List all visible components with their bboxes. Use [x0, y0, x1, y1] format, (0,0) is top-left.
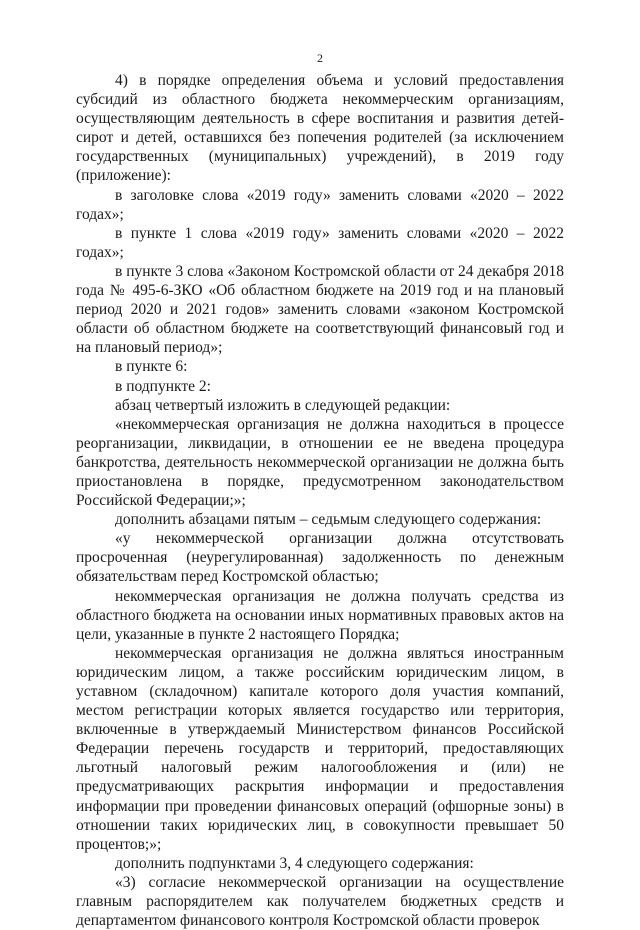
- paragraph-point-1-replacement: в пункте 1 слова «2019 году» заменить словами «2020 – 2022 годах»;: [76, 224, 564, 261]
- paragraph-point-6: в пункте 6:: [115, 358, 188, 376]
- document-body: [76, 71, 564, 930]
- paragraph-abzac-6: некоммерческая организация не должна получать средства из областного бюджета на основании иных нормативных правовых актов на цели, указанные в пункте 2 настоящего Порядка;: [76, 587, 564, 643]
- paragraph-title-replacement: в заголовке слова «2019 году» заменить словами «2020 – 2022 годах»;: [76, 186, 564, 223]
- page-number: 2: [317, 51, 323, 65]
- paragraph-add-abzacs-intro: дополнить абзацами пятым – седьмым следующего содержания:: [115, 511, 542, 529]
- paragraph-add-subpoints-intro: дополнить подпунктами 3, 4 следующего содержания:: [115, 854, 474, 872]
- paragraph-abzac-4-text: «некоммерческая организация не должна находиться в процессе реорганизации, ликвидации, в отношении ее не введена процедура банкротства, деятельность некоммерческой организации не должна быть приостановлена в порядке, предусмотренном законодательством Российской Федерации;»;: [76, 415, 564, 510]
- paragraph-abzac-4-intro: абзац четвертый изложить в следующей редакции:: [115, 396, 451, 414]
- paragraph-item-4: 4) в порядке определения объема и условий предоставления субсидий из областного бюджета некоммерческим организациям, осуществляющим деятельность в сфере воспитания и развития детей-сирот и детей, оставшихся без попечения родителей (за исключением государственных (муниципальных) учреждений), в 2019 году (приложение):: [76, 72, 564, 185]
- paragraph-abzac-7: некоммерческая организация не должна являться иностранным юридическим лицом, а также российским юридическим лицом, в уставном (складочном) капитале которого доля участия компаний, местом регистрации которых является государство или территория, включенные в утверждаемый Министерством финансов Российской Федерации перечень государств и территорий, предоставляющих льготный налоговый режим налогообложения и (или) не предусматривающих раскрытия информации и предоставления информации при проведении финансовых операций (офшорные зоны) в отношении таких юридических лиц, в совокупности превышает 50 процентов;»;: [76, 644, 564, 853]
- paragraph-abzac-5: «у некоммерческой организации должна отсутствовать просроченная (неурегулированная) задолженность по денежным обязательствам перед Костромской областью;: [76, 530, 564, 586]
- paragraph-subpoint-3: «3) согласие некоммерческой организации на осуществление главным распорядителем как получателем бюджетных средств и департаментом финансового контроля Костромской области проверок: [76, 873, 564, 930]
- paragraph-point-3-replacement: в пункте 3 слова «Законом Костромской области от 24 декабря 2018 года № 495-6-ЗКО «Об областном бюджете на 2019 год и на плановый период 2020 и 2021 годов» заменить словами «законом Костромской области об областном бюджете на соответствующий финансовый год и на плановый период»;: [76, 262, 564, 357]
- paragraph-subpoint-2: в подпункте 2:: [115, 377, 211, 395]
